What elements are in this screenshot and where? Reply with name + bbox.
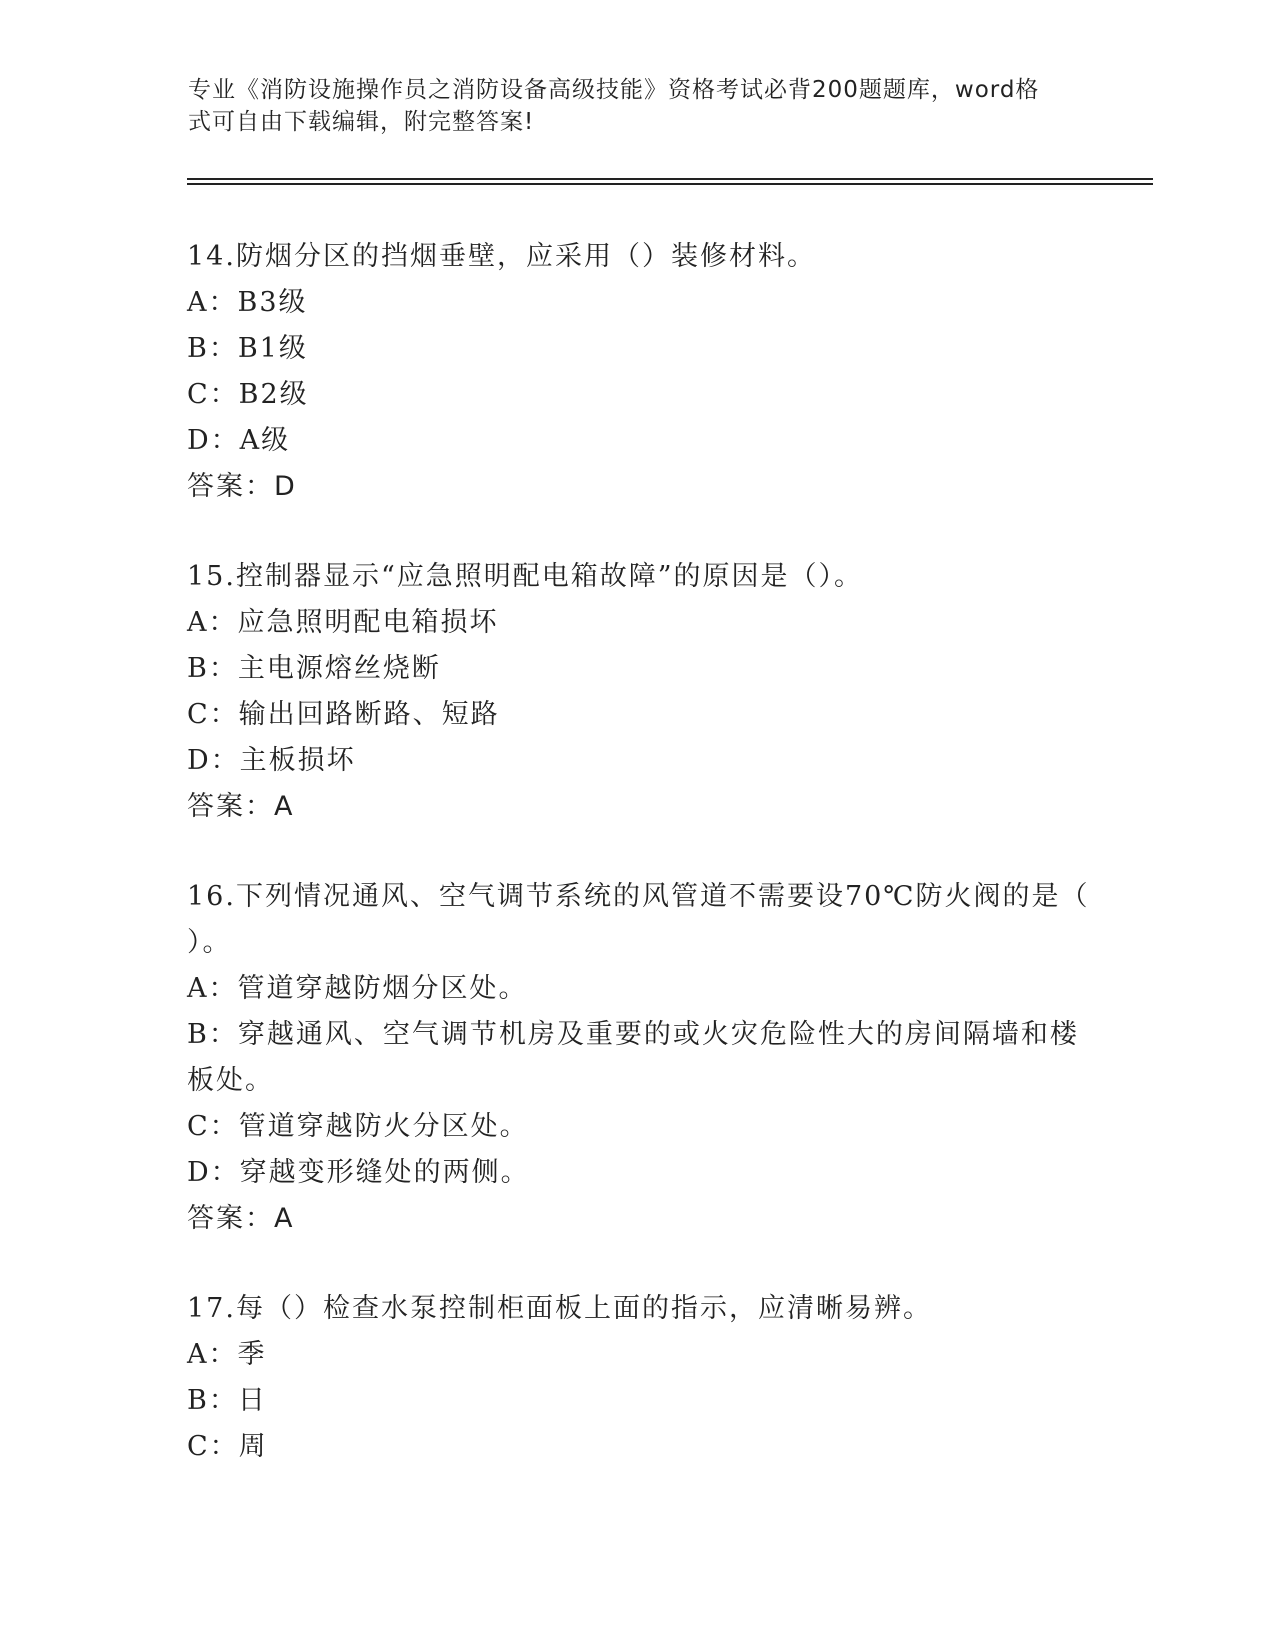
option-c: C：周 — [187, 1431, 268, 1462]
header-line-2: 式可自由下载编辑，附完整答案! — [188, 109, 535, 135]
question-stem: 14.防烟分区的挡烟垂壁，应采用（）装修材料。 — [187, 241, 816, 272]
option-a: A：季 — [187, 1339, 267, 1370]
question-15 — [187, 554, 1087, 830]
option-c: C：管道穿越防火分区处。 — [187, 1111, 529, 1142]
option-c: C：输出回路断路、短路 — [187, 699, 500, 730]
answer: 答案：D — [187, 471, 297, 502]
option-b: B：穿越通风、空气调节机房及重要的或火灾危险性大的房间隔墙和楼 — [187, 1019, 1079, 1050]
question-16 — [187, 874, 1090, 1242]
option-a: A：应急照明配电箱损坏 — [187, 607, 499, 638]
option-d: D：A级 — [187, 425, 291, 456]
header-divider-bottom — [187, 183, 1153, 185]
option-a: A：管道穿越防烟分区处。 — [187, 973, 528, 1004]
option-a: A：B3级 — [187, 287, 308, 318]
option-d: D：主板损坏 — [187, 745, 356, 776]
option-b: B：B1级 — [187, 333, 308, 364]
question-17 — [187, 1286, 1087, 1470]
option-b: B：主电源熔丝烧断 — [187, 653, 441, 684]
answer: 答案：A — [187, 1203, 295, 1234]
question-stem-line-1: 16.下列情况通风、空气调节系统的风管道不需要设70℃防火阀的是（ — [187, 881, 1090, 912]
question-14 — [187, 234, 1087, 510]
option-d: D：穿越变形缝处的两侧。 — [187, 1157, 530, 1188]
question-stem: 17.每（）检查水泵控制柜面板上面的指示，应清晰易辨。 — [187, 1293, 932, 1324]
header-line-1: 专业《消防设施操作员之消防设备高级技能》资格考试必背200题题库，word格 — [188, 77, 1040, 103]
question-stem: 15.控制器显示“应急照明配电箱故障”的原因是（）。 — [187, 561, 864, 592]
option-b: B：日 — [187, 1385, 267, 1416]
option-b-continued: 板处。 — [187, 1065, 274, 1096]
answer: 答案：A — [187, 791, 295, 822]
header-divider-top — [187, 178, 1153, 180]
document-header — [188, 74, 1088, 138]
option-c: C：B2级 — [187, 379, 309, 410]
question-stem-line-2: ）。 — [187, 927, 232, 958]
